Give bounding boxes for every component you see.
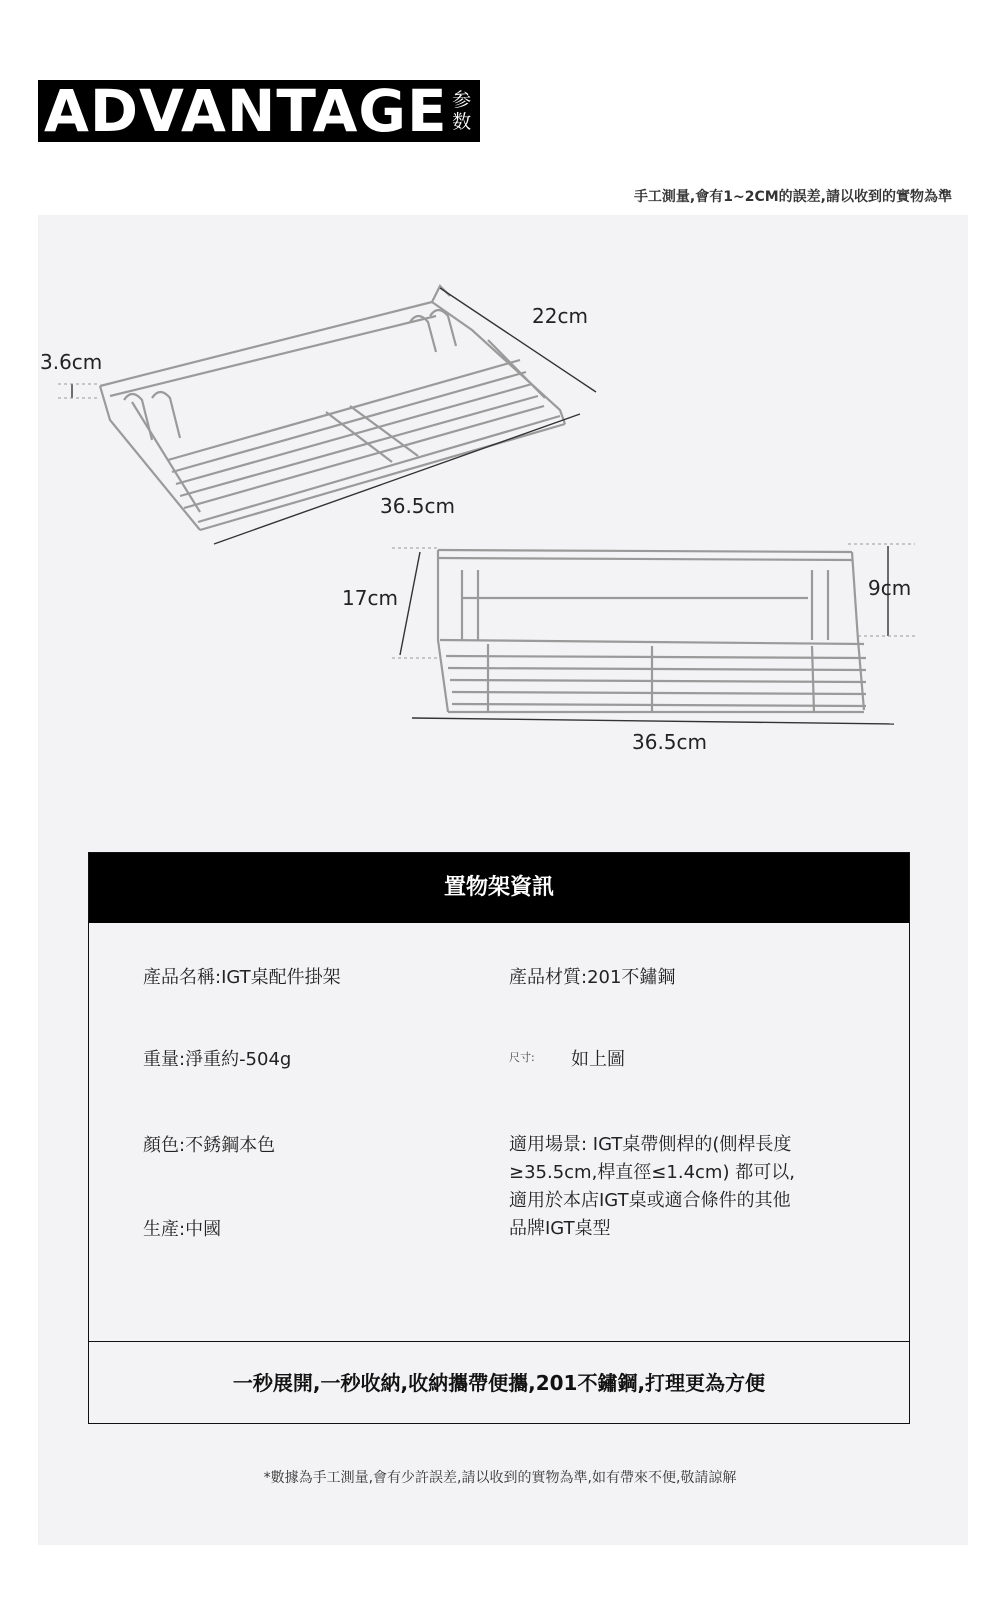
info-table bbox=[88, 852, 910, 1424]
dim-label-length-bottom: 36.5cm bbox=[632, 730, 708, 754]
dim-line-depth bbox=[400, 552, 420, 655]
info-title: 置物架資訊 bbox=[89, 853, 909, 923]
product-origin: 生產:中國 bbox=[143, 1219, 222, 1240]
dim-line-length-bottom bbox=[412, 718, 894, 724]
product-weight: 重量:淨重約-504g bbox=[143, 1049, 292, 1070]
dim-label-width: 22cm bbox=[532, 304, 588, 328]
disclaimer-note: *數據為手工測量,會有少許誤差,請以收到的實物為準,如有帶來不便,敬請諒解 bbox=[263, 1470, 737, 1486]
dim-label-length-top: 36.5cm bbox=[380, 494, 456, 518]
product-name: 產品名稱:IGT桌配件掛架 bbox=[143, 967, 341, 988]
usage-line: 適用場景: IGT桌帶側桿的(側桿長度 bbox=[509, 1134, 792, 1155]
header-side-top: 参 bbox=[452, 89, 472, 111]
dim-label-height-top: 3.6cm bbox=[40, 350, 103, 374]
usage-line: 品牌IGT桌型 bbox=[509, 1218, 611, 1239]
dim-line-length-top bbox=[214, 414, 580, 544]
bottom-rack-drawing bbox=[438, 550, 866, 712]
top-rack-drawing bbox=[100, 286, 565, 530]
measurement-note: 手工測量,會有1~2CM的誤差,請以收到的實物為準 bbox=[633, 189, 952, 205]
usage-line: ≥35.5cm,桿直徑≤1.4cm) 都可以, bbox=[509, 1162, 795, 1183]
usage-line: 適用於本店IGT桌或適合條件的其他 bbox=[509, 1190, 791, 1211]
header-title: ADVANTAGE bbox=[44, 77, 448, 145]
usage-text bbox=[509, 1131, 795, 1243]
dim-label-height-bottom: 9cm bbox=[868, 576, 912, 600]
product-color: 顏色:不銹鋼本色 bbox=[143, 1135, 276, 1156]
size-label: 尺寸: bbox=[509, 1051, 535, 1064]
dim-label-depth: 17cm bbox=[342, 586, 398, 610]
header-side-bottom: 数 bbox=[452, 111, 472, 133]
size-value: 如上圖 bbox=[571, 1049, 625, 1070]
guide-lines bbox=[58, 384, 915, 658]
info-footer: 一秒展開,一秒收納,收納攜帶便攜,201不鏽鋼,打理更為方便 bbox=[89, 1341, 909, 1424]
product-material: 產品材質:201不鏽鋼 bbox=[509, 967, 676, 988]
